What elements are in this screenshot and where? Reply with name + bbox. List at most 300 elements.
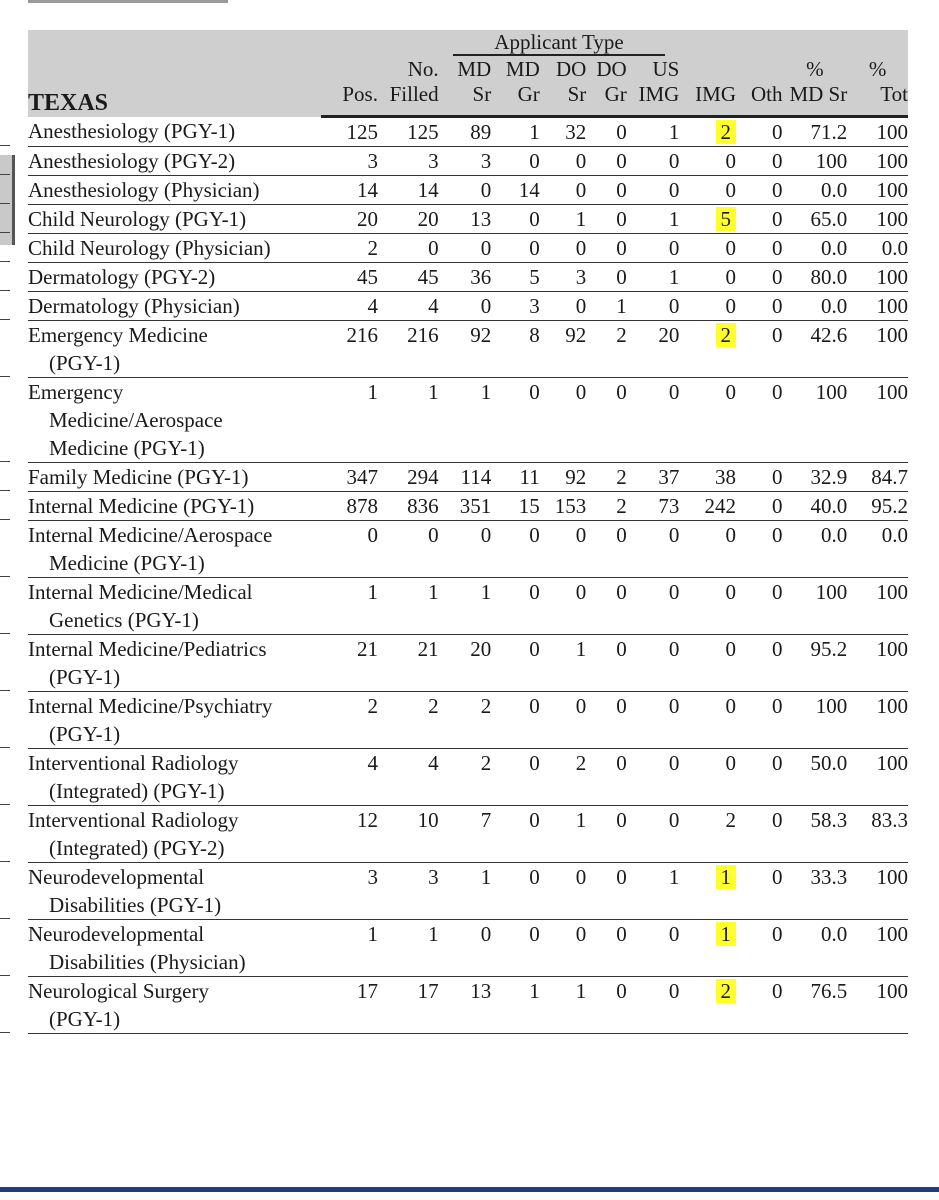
cell-value: 14 [518,178,540,202]
cell-value: 100 [876,265,908,289]
cell-filled [378,578,439,635]
cell-md-sr [439,749,492,806]
cell-img [679,463,736,492]
specialty-name [28,578,321,635]
cell-us-img [627,292,680,321]
cell-value: 5 [529,265,540,289]
cell-value: 0 [772,494,783,518]
cell-value: 100 [876,380,908,404]
cell-value: 17 [356,979,378,1003]
cell-value: 100 [815,694,848,718]
specialty-name-line: Neurological Surgery [28,979,209,1003]
margin-tick [0,261,10,262]
specialty-name [28,492,321,521]
cell-md-gr [491,378,540,463]
cell-value: 2 [367,236,378,260]
cell-oth [736,692,783,749]
cell-value: 2 [616,323,627,347]
cell-value: 1 [428,580,439,604]
cell-oth [736,205,783,234]
cell-value: 20 [356,207,378,231]
specialty-name-line: (PGY-1) [49,351,121,375]
cell-value: 76.5 [810,979,848,1003]
cell-md-sr [439,920,492,977]
cell-value: 0.0 [820,523,848,547]
cell-value: 4 [428,751,439,775]
cell-us-img [627,321,680,378]
cell-value: 0.0 [881,523,908,547]
cell-do-sr [540,635,587,692]
cell-md-gr [491,863,540,920]
cell-value: 0 [480,523,492,547]
cell-us-img [627,463,680,492]
cell-value: 0 [772,580,783,604]
col-header-do-gr: Gr [586,82,626,117]
cell-value: 20 [658,323,680,347]
col-header-pct-tot: Tot [847,82,908,117]
cell-value: 2 [480,694,492,718]
cell-value: 0 [668,380,680,404]
cell-value: 1 [428,380,439,404]
cell-value: 0 [668,523,680,547]
table-row [28,749,908,806]
cell-pct-md-sr [783,234,848,263]
cell-value: 0 [725,265,736,289]
cell-value: 8 [529,323,540,347]
cell-pos [321,117,378,147]
cell-md-sr [439,635,492,692]
cell-pct-md-sr [783,863,848,920]
cell-md-sr [439,463,492,492]
specialty-name-line: Medicine (PGY-1) [49,551,205,575]
cell-value: 0 [616,265,627,289]
cell-md-sr [439,117,492,147]
specialty-name-line: Anesthesiology (PGY-1) [28,118,236,143]
cell-value: 92 [470,323,492,347]
col-header-pct-md-sr: MD Sr [783,82,848,117]
cell-value: 294 [407,465,439,489]
margin-tick [0,804,10,805]
cell-value: 0 [725,637,736,661]
cell-oth [736,521,783,578]
cell-do-sr [540,578,587,635]
cell-us-img [627,578,680,635]
cell-do-gr [586,692,626,749]
cell-img [679,806,736,863]
cell-do-gr [586,321,626,378]
cell-value: 0 [772,808,783,832]
cell-md-sr [439,147,492,176]
cell-value: 20 [470,637,492,661]
cell-do-sr [540,321,587,378]
cell-value: 0 [529,694,540,718]
margin-tick [0,1032,10,1033]
cell-img [679,749,736,806]
specialty-name-line: Anesthesiology (PGY-2) [28,149,236,173]
cell-img [679,635,736,692]
cell-value: 2 [616,494,627,518]
cell-filled [378,205,439,234]
cell-value: 73 [658,494,680,518]
cell-pos [321,920,378,977]
cell-value: 351 [459,494,492,518]
cell-pct-tot [847,920,908,977]
col-header-top [736,56,783,82]
cell-do-gr [586,205,626,234]
cell-value: 0 [616,865,627,889]
cell-filled [378,749,439,806]
cell-pos [321,147,378,176]
cell-do-gr [586,977,626,1034]
cell-value: 0 [772,694,783,718]
cell-value: 38 [715,465,736,489]
cell-value: 80.0 [810,265,848,289]
cell-md-sr [439,378,492,463]
cell-value: 58.3 [810,808,848,832]
specialty-name-line: (PGY-1) [49,722,121,746]
applicant-type-header: Applicant Type [439,30,680,56]
cell-do-sr [540,147,587,176]
margin-tick [0,203,10,204]
cell-md-gr [491,234,540,263]
cell-value: 100 [876,865,908,889]
cell-pct-tot [847,521,908,578]
specialty-name-line: Neurodevelopmental [28,922,205,946]
cell-value: 153 [554,494,587,518]
cell-pct-tot [847,463,908,492]
specialty-name [28,749,321,806]
cell-value: 4 [428,294,439,318]
cell-pct-tot [847,578,908,635]
cell-value: 0 [529,207,540,231]
table-row [28,117,908,147]
cell-oth [736,578,783,635]
col-header-oth: Oth [736,82,783,117]
header-row-group [28,30,908,56]
cell-value: 1 [529,979,540,1003]
cell-value: 216 [407,323,439,347]
table-row [28,920,908,977]
cell-pct-md-sr [783,205,848,234]
cell-value: 0 [616,149,627,173]
cell-img [679,263,736,292]
cell-value: 0 [725,580,736,604]
cell-value: 836 [407,494,439,518]
cell-value: 100 [876,751,908,775]
cell-value: 100 [876,637,908,661]
cell-value: 21 [356,637,378,661]
highlighted-img-value: 1 [716,865,737,889]
cell-value: 1 [367,580,378,604]
cell-oth [736,292,783,321]
cell-value: 4 [367,294,378,318]
cell-md-sr [439,863,492,920]
specialty-name-line: Anesthesiology (Physician) [28,178,260,202]
top-rule [28,0,228,3]
cell-value: 0 [529,380,540,404]
cell-value: 100 [876,580,908,604]
cell-value: 1 [575,808,587,832]
cell-value: 0 [772,294,783,318]
cell-do-gr [586,920,626,977]
cell-value: 100 [876,120,908,144]
cell-value: 0 [529,808,540,832]
cell-value: 0 [668,178,680,202]
table-row [28,292,908,321]
cell-value: 0 [668,149,680,173]
cell-value: 14 [417,178,439,202]
cell-value: 0 [616,120,627,144]
cell-value: 14 [356,178,378,202]
cell-oth [736,463,783,492]
cell-value: 95.2 [871,494,908,518]
table-row [28,321,908,378]
specialty-name [28,117,321,147]
cell-filled [378,176,439,205]
cell-value: 1 [575,979,587,1003]
cell-value: 2 [725,808,736,832]
cell-do-sr [540,492,587,521]
cell-value: 114 [460,465,492,489]
margin-tick [0,174,10,175]
cell-value: 45 [356,265,378,289]
specialty-name-line: Internal Medicine/Pediatrics [28,637,267,661]
highlighted-img-value: 1 [716,922,737,946]
cell-value: 1 [367,922,378,946]
cell-value: 0 [668,580,680,604]
cell-md-gr [491,292,540,321]
cell-pos [321,321,378,378]
cell-filled [378,117,439,147]
cell-pos [321,806,378,863]
cell-value: 0 [529,751,540,775]
cell-pos [321,977,378,1034]
cell-do-sr [540,920,587,977]
cell-do-gr [586,117,626,147]
cell-do-gr [586,578,626,635]
margin-tick [0,290,10,291]
specialty-name [28,692,321,749]
cell-value: 2 [428,694,439,718]
col-header-img: IMG [679,82,736,117]
cell-value: 0 [616,808,627,832]
cell-value: 40.0 [810,494,848,518]
cell-do-sr [540,117,587,147]
cell-value: 100 [876,922,908,946]
col-header-top: DO [540,56,587,82]
table-row [28,977,908,1034]
specialty-name-line: Disabilities (PGY-1) [49,893,222,917]
cell-do-gr [586,635,626,692]
margin-tick [0,861,10,862]
col-header-top: No. [378,56,439,82]
cell-value: 0 [772,207,783,231]
specialty-name-line: Medicine (PGY-1) [49,436,205,460]
cell-value: 100 [876,979,908,1003]
cell-value: 17 [417,979,439,1003]
specialty-name-line: (PGY-1) [49,1007,121,1031]
cell-value: 0 [772,380,783,404]
table-row [28,692,908,749]
cell-us-img [627,521,680,578]
cell-md-sr [439,806,492,863]
cell-pct-tot [847,749,908,806]
cell-value: 2 [616,465,627,489]
cell-md-gr [491,492,540,521]
col-header-top: MD [439,56,492,82]
cell-filled [378,147,439,176]
cell-pos [321,749,378,806]
cell-value: 0 [772,751,783,775]
cell-value: 0 [772,465,783,489]
cell-value: 347 [346,465,378,489]
cell-img [679,977,736,1034]
cell-oth [736,749,783,806]
cell-do-gr [586,147,626,176]
cell-value: 1 [575,637,587,661]
cell-value: 3 [428,865,439,889]
cell-pct-tot [847,263,908,292]
col-header-top: % [847,56,908,82]
cell-pct-tot [847,147,908,176]
cell-pos [321,263,378,292]
cell-value: 1 [668,120,680,144]
cell-value: 0.0 [820,236,848,260]
cell-pct-md-sr [783,263,848,292]
specialty-name [28,806,321,863]
cell-img [679,692,736,749]
cell-do-gr [586,492,626,521]
cell-value: 0 [575,380,587,404]
specialty-name-line: Disabilities (Physician) [49,950,246,974]
cell-value: 50.0 [810,751,848,775]
col-header-do-sr: Sr [540,82,587,117]
cell-filled [378,977,439,1034]
specialty-name-line: Neurodevelopmental [28,865,205,889]
cell-pct-md-sr [783,692,848,749]
cell-oth [736,492,783,521]
cell-value: 0 [529,580,540,604]
cell-value: 92 [565,465,587,489]
cell-pct-tot [847,863,908,920]
cell-img [679,147,736,176]
bottom-rule [0,1187,939,1192]
cell-value: 0 [668,236,680,260]
cell-pct-tot [847,292,908,321]
cell-filled [378,321,439,378]
cell-img [679,205,736,234]
cell-md-sr [439,977,492,1034]
cell-value: 0 [616,751,627,775]
specialty-name [28,378,321,463]
cell-value: 84.7 [871,465,908,489]
margin-tick [0,918,10,919]
cell-md-sr [439,492,492,521]
cell-pct-md-sr [783,492,848,521]
match-results-table [28,30,908,1034]
cell-value: 0 [480,294,492,318]
cell-oth [736,117,783,147]
cell-pct-md-sr [783,292,848,321]
cell-pos [321,378,378,463]
cell-us-img [627,806,680,863]
cell-value: 0 [725,236,736,260]
cell-pos [321,863,378,920]
cell-md-gr [491,521,540,578]
cell-value: 0 [725,751,736,775]
cell-value: 0 [616,580,627,604]
col-header-pos: Pos. [321,82,378,117]
cell-do-gr [586,292,626,321]
cell-oth [736,176,783,205]
cell-value: 0 [772,922,783,946]
cell-value: 0 [575,523,587,547]
table-row [28,635,908,692]
cell-md-gr [491,463,540,492]
cell-value: 10 [417,808,439,832]
cell-pct-tot [847,806,908,863]
cell-md-gr [491,263,540,292]
cell-filled [378,234,439,263]
cell-value: 20 [417,207,439,231]
cell-us-img [627,635,680,692]
cell-pct-md-sr [783,463,848,492]
cell-img [679,321,736,378]
specialty-name-line: Emergency [28,380,124,404]
cell-value: 0 [772,637,783,661]
cell-value: 0 [725,294,736,318]
cell-md-gr [491,205,540,234]
cell-value: 0.0 [820,922,848,946]
cell-value: 0 [668,294,680,318]
cell-value: 0 [772,865,783,889]
cell-img [679,176,736,205]
cell-pct-tot [847,176,908,205]
cell-value: 0 [480,178,492,202]
cell-value: 1 [480,865,492,889]
cell-us-img [627,492,680,521]
cell-value: 0 [575,865,587,889]
table-row [28,521,908,578]
cell-pos [321,176,378,205]
specialty-name [28,321,321,378]
cell-pct-md-sr [783,378,848,463]
cell-do-sr [540,977,587,1034]
cell-value: 0 [616,178,627,202]
cell-do-sr [540,521,587,578]
cell-pct-md-sr [783,147,848,176]
margin-tick [0,975,10,976]
cell-value: 0 [668,751,680,775]
margin-tick [0,145,10,146]
col-header-top: US [627,56,680,82]
cell-value: 1 [575,207,587,231]
cell-value: 42.6 [810,323,848,347]
cell-value: 0 [428,236,439,260]
cell-value: 100 [876,323,908,347]
cell-pct-md-sr [783,635,848,692]
cell-oth [736,378,783,463]
cell-value: 0 [772,149,783,173]
cell-value: 0.0 [881,236,908,260]
cell-value: 0 [616,694,627,718]
cell-pct-md-sr [783,806,848,863]
col-header-top: MD [491,56,540,82]
cell-do-gr [586,234,626,263]
cell-value: 13 [470,979,492,1003]
specialty-name [28,234,321,263]
cell-us-img [627,234,680,263]
